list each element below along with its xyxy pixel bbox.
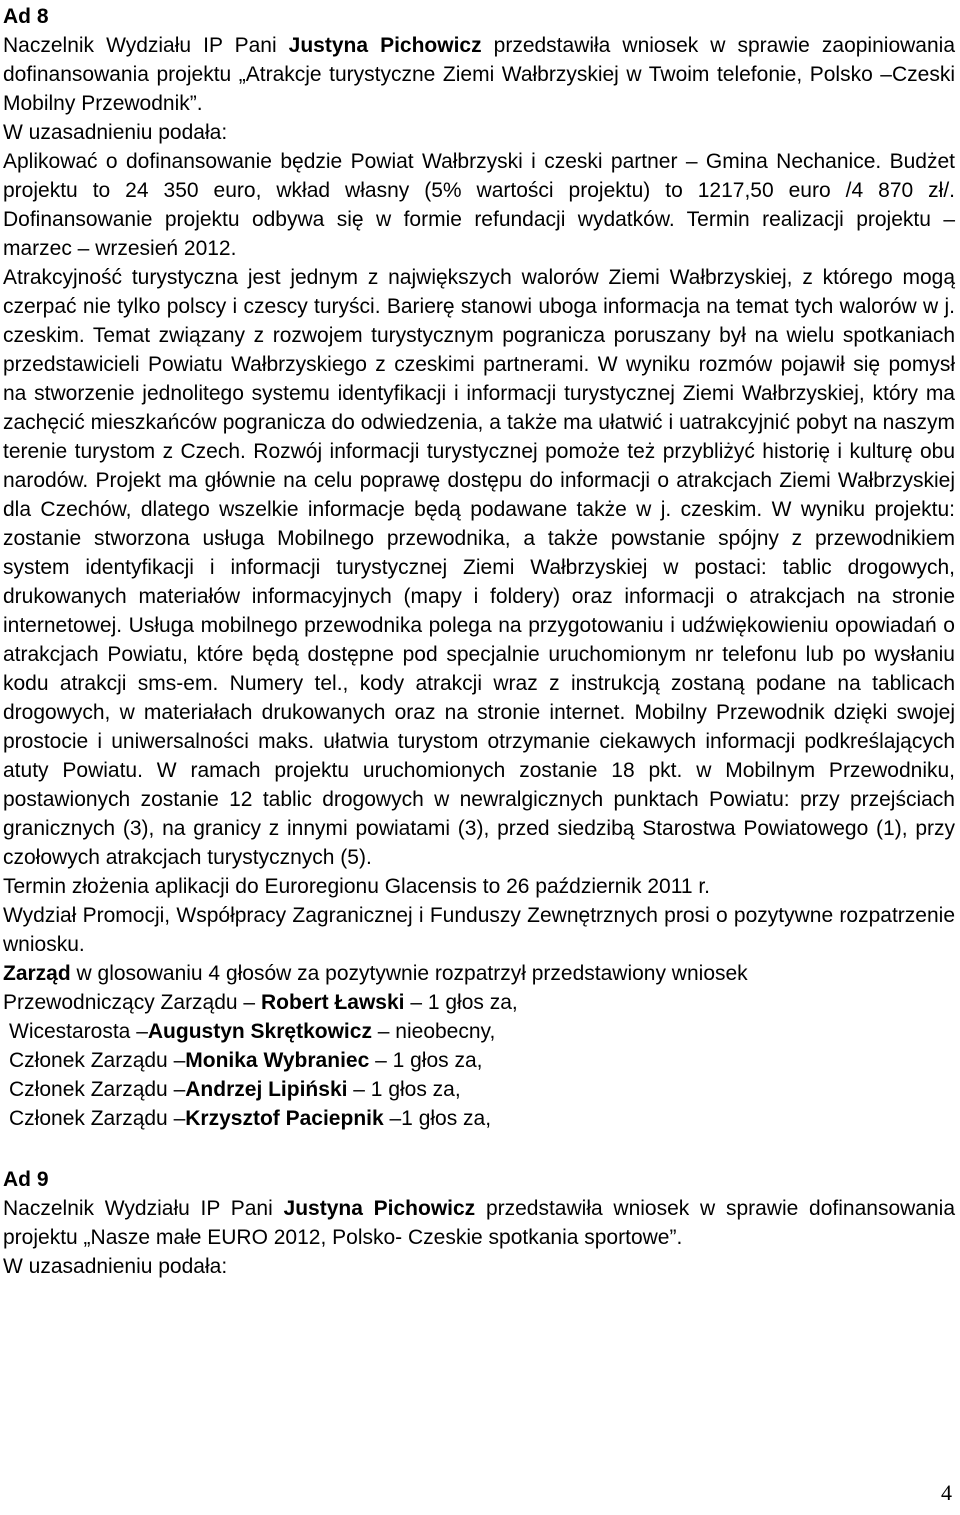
- vote-member-name: Augustyn Skrętkowicz: [147, 1020, 372, 1043]
- ad8-intro-pre: Naczelnik Wydziału IP Pani: [3, 34, 289, 57]
- section-heading-ad9: Ad 9: [3, 1168, 49, 1191]
- ad8-presenter-name: Justyna Pichowicz: [288, 34, 482, 57]
- vote-result: –1 głos za,: [383, 1107, 492, 1130]
- vote-row: [3, 1017, 955, 1046]
- vote-row: [3, 1046, 955, 1075]
- ad8-intro: [3, 31, 955, 118]
- section-spacer: [3, 1133, 955, 1163]
- ad8-deadline: Termin złożenia aplikacji do Euroregionu Glacensis to 26 październik 2011 r.: [3, 875, 710, 898]
- ad8-vote-text: w glosowaniu 4 głosów za pozytywnie rozpatrzył przedstawiony wniosek: [70, 962, 748, 985]
- document-page: [3, 0, 955, 1281]
- vote-result: – 1 głos za,: [347, 1078, 461, 1101]
- vote-role: Członek Zarządu –: [9, 1078, 186, 1101]
- vote-member-name: Robert Ławski: [260, 991, 405, 1014]
- vote-role: Przewodniczący Zarządu –: [3, 991, 261, 1014]
- vote-member-name: Andrzej Lipiński: [185, 1078, 348, 1101]
- ad8-vote-subject: Zarząd: [3, 962, 71, 985]
- ad8-vote-summary: [3, 959, 955, 988]
- ad9-intro: [3, 1194, 955, 1252]
- ad9-intro-post: przedstawiła wniosek w sprawie dofinansowania projektu „Nasze małe EURO 2012, Polsko- Czeskie spotkania sportowe”.: [3, 1197, 955, 1249]
- ad8-body-paragraph-1: Aplikować o dofinansowanie będzie Powiat Wałbrzyski i czeski partner – Gmina Nechanice. Budżet projektu to 24 350 euro, wkład własny (5% wartości projektu) to 1217,50 euro /4 870 zł/. Dofinansowanie projektu odbywa się w formie refundacji wydatków. Termin realizacji projektu – marzec – wrzesień 2012.: [3, 150, 955, 260]
- vote-member-name: Krzysztof Paciepnik: [185, 1107, 384, 1130]
- ad8-justification-label: W uzasadnieniu podała:: [3, 121, 228, 144]
- ad8-body-paragraph-2: Atrakcyjność turystyczna jest jednym z największych walorów Ziemi Wałbrzyskiej, z którego mogą czerpać nie tylko polscy i czescy turyści. Barierę stanowi uboga informacja na temat tych walorów w j. czeskim. Temat związany z rozwojem turystycznym pogranicza poruszany był na wielu spotkaniach przedstawicieli Powiatu Wałbrzyskiego z czeskimi partnerami. W wyniku rozmów pojawił się pomysł na stworzenie jednolitego systemu identyfikacji i informacji turystycznej Ziemi Wałbrzyskiej, który ma zachęcić mieszkańców pogranicza do odwiedzenia, a także ma ułatwić i uatrakcyjnić pobyt na naszym terenie turystom z Czech. Rozwój informacji turystycznej pomoże też przybliżyć historię i kulturę obu narodów. Projekt ma głównie na celu poprawę dostępu do informacji o atrakcjach Ziemi Wałbrzyskiej dla Czechów, dlatego wszelkie informacje będą podawane także w j. czeskim. W wyniku projektu: zostanie stworzona usługa Mobilnego przewodnika, a także powstanie spójny z przewodnikiem system identyfikacji i informacji turystycznej Ziemi Wałbrzyskiej w postaci: tablic drogowych, drukowanych materiałów informacyjnych (mapy i foldery) oraz informacji o atrakcjach na stronie internetowej. Usługa mobilnego przewodnika polega na przygotowaniu i udźwiękowieniu opowiadań o atrakcjach Powiatu, które będą dostępne pod specjalnie uruchomionym nr telefonu lub po wysłaniu kodu atrakcji sms-em. Numery tel., kody atrakcji wraz z instrukcją zostaną podane na tablicach drogowych, w materiałach drukowanych oraz na stronie internet. Mobilny Przewodnik dzięki swojej prostocie i uniwersalności maks. ułatwia turystom otrzymanie ciekawych informacji podkreślających atuty Powiatu. W ramach projektu uruchomionych zostanie 18 pkt. w Mobilnym Przewodniku, postawionych zostanie 12 tablic drogowych w newralgicznych punktach Powiatu: przy przejściach granicznych (3), na granicy z innymi powiatami (3), przed siedzibą Starostwa Powiatowego (1), przy czołowych atrakcjach turystycznych (5).: [3, 266, 955, 869]
- vote-result: – nieobecny,: [371, 1020, 496, 1043]
- vote-row: [3, 988, 955, 1017]
- vote-list: [3, 988, 955, 1133]
- vote-role: Członek Zarządu –: [9, 1049, 186, 1072]
- ad8-department-request: Wydział Promocji, Współpracy Zagranicznej i Funduszy Zewnętrznych prosi o pozytywne rozpatrzenie wniosku.: [3, 904, 955, 956]
- ad8-intro-post: przedstawiła wniosek w sprawie zaopiniowania dofinansowania projektu „Atrakcje turystyczne Ziemi Wałbrzyskiej w Twoim telefonie, Polsko –Czeski Mobilny Przewodnik”.: [3, 34, 955, 115]
- vote-result: – 1 głos za,: [404, 991, 518, 1014]
- ad9-intro-pre: Naczelnik Wydziału IP Pani: [3, 1197, 284, 1220]
- ad9-justification-label: W uzasadnieniu podała:: [3, 1255, 228, 1278]
- ad9-presenter-name: Justyna Pichowicz: [283, 1197, 476, 1220]
- vote-role: Wicestarosta –: [9, 1020, 148, 1043]
- page-number: 4: [941, 1480, 952, 1505]
- vote-role: Członek Zarządu –: [9, 1107, 186, 1130]
- vote-result: – 1 głos za,: [369, 1049, 483, 1072]
- vote-row: [3, 1104, 955, 1133]
- vote-member-name: Monika Wybraniec: [185, 1049, 370, 1072]
- vote-row: [3, 1075, 955, 1104]
- section-heading-ad8: Ad 8: [3, 5, 49, 28]
